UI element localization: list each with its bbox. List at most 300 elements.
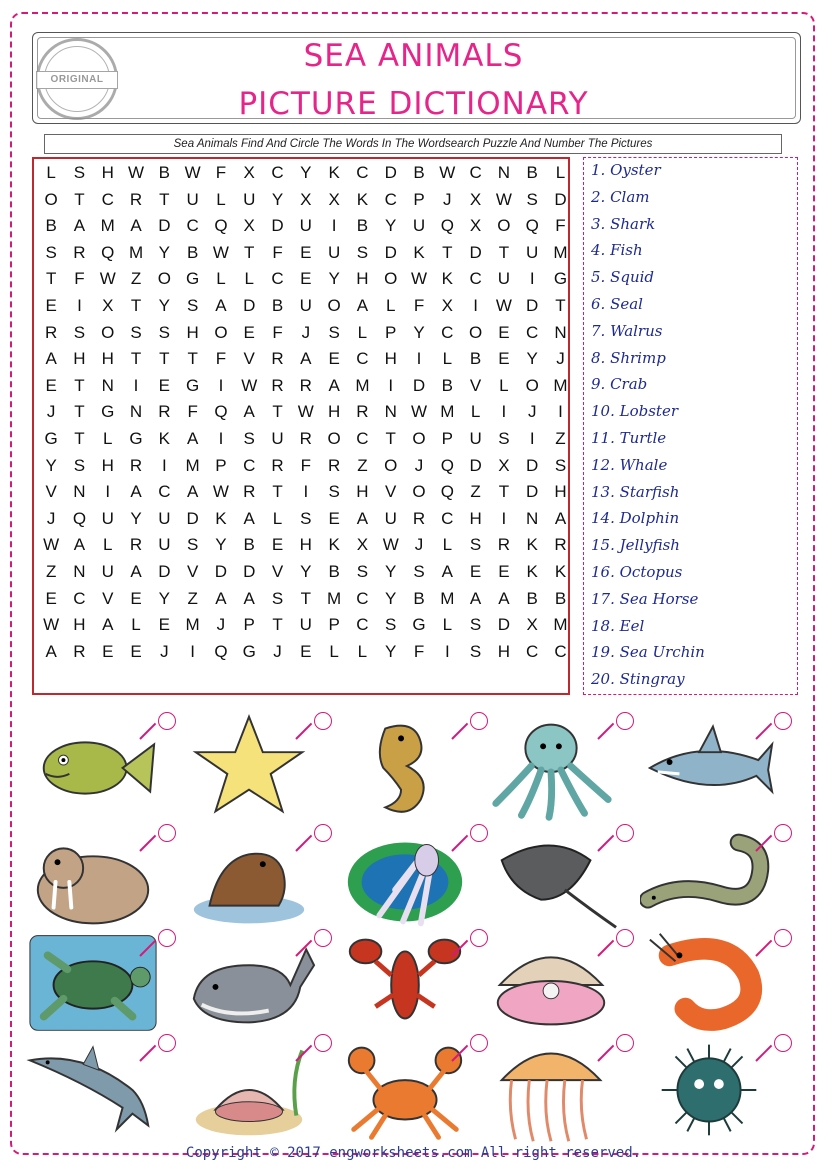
grid-cell[interactable]: O <box>525 375 539 395</box>
grid-cell[interactable]: A <box>45 641 57 661</box>
grid-cell[interactable]: L <box>442 349 453 369</box>
grid-cell[interactable]: V <box>102 588 114 608</box>
grid-cell[interactable]: U <box>327 242 341 262</box>
grid-cell[interactable]: L <box>103 535 113 555</box>
grid-cell[interactable]: H <box>384 349 397 369</box>
grid-cell[interactable]: T <box>130 349 142 369</box>
grid-cell[interactable]: K <box>328 535 340 555</box>
grid-cell[interactable]: I <box>190 641 195 661</box>
grid-cell[interactable]: J <box>414 455 424 475</box>
grid-cell[interactable]: A <box>243 402 255 422</box>
grid-cell[interactable]: L <box>555 163 566 182</box>
grid-cell[interactable]: S <box>73 455 86 475</box>
grid-cell[interactable]: G <box>44 428 58 448</box>
number-bubble[interactable] <box>774 824 792 842</box>
grid-cell[interactable]: L <box>357 641 368 661</box>
grid-cell[interactable]: S <box>186 295 199 315</box>
grid-cell[interactable]: L <box>131 615 141 635</box>
grid-cell[interactable]: S <box>385 615 397 635</box>
grid-cell[interactable]: I <box>388 375 394 395</box>
grid-cell[interactable]: D <box>469 455 482 475</box>
grid-cell[interactable]: U <box>101 561 114 581</box>
grid-cell[interactable]: I <box>444 641 450 661</box>
grid-cell[interactable]: U <box>384 508 397 528</box>
grid-cell[interactable]: E <box>45 588 57 608</box>
grid-cell[interactable]: E <box>45 295 57 315</box>
grid-cell[interactable]: I <box>558 402 563 422</box>
grid-cell[interactable]: O <box>101 322 115 342</box>
grid-cell[interactable]: O <box>327 295 341 315</box>
grid-cell[interactable]: C <box>186 216 199 236</box>
grid-cell[interactable]: T <box>45 269 57 289</box>
grid-cell[interactable]: G <box>553 269 568 289</box>
grid-cell[interactable]: K <box>554 561 567 581</box>
grid-cell[interactable]: U <box>526 242 539 262</box>
grid-cell[interactable]: P <box>243 615 255 635</box>
grid-cell[interactable]: E <box>158 615 170 635</box>
grid-cell[interactable]: X <box>469 189 482 209</box>
grid-cell[interactable]: H <box>356 482 369 502</box>
grid-cell[interactable]: J <box>273 641 282 661</box>
grid-cell[interactable]: T <box>159 349 170 369</box>
grid-cell[interactable]: Y <box>271 189 284 209</box>
grid-cell[interactable]: M <box>100 216 115 236</box>
grid-cell[interactable]: C <box>356 349 369 369</box>
grid-cell[interactable]: G <box>101 402 115 422</box>
grid-cell[interactable]: S <box>186 535 199 555</box>
grid-cell[interactable]: V <box>271 561 284 581</box>
grid-cell[interactable]: B <box>469 349 482 369</box>
grid-cell[interactable]: J <box>46 508 56 528</box>
grid-cell[interactable]: J <box>301 322 311 342</box>
grid-cell[interactable]: V <box>243 349 255 369</box>
grid-cell[interactable]: T <box>244 242 255 262</box>
grid-cell[interactable]: E <box>243 322 255 342</box>
grid-cell[interactable]: R <box>271 349 284 369</box>
grid-cell[interactable]: C <box>271 269 284 289</box>
grid-cell[interactable]: Z <box>130 269 142 289</box>
grid-cell[interactable]: S <box>469 615 482 635</box>
grid-cell[interactable]: S <box>271 588 284 608</box>
grid-cell[interactable]: M <box>327 588 342 608</box>
grid-cell[interactable]: A <box>469 588 482 608</box>
grid-cell[interactable]: D <box>497 615 511 635</box>
grid-cell[interactable]: B <box>413 163 425 182</box>
grid-cell[interactable]: A <box>73 535 86 555</box>
grid-cell[interactable]: S <box>73 322 86 342</box>
grid-cell[interactable]: Q <box>440 482 454 502</box>
grid-cell[interactable]: R <box>271 375 284 395</box>
grid-cell[interactable]: T <box>74 189 85 209</box>
grid-cell[interactable]: E <box>102 641 114 661</box>
grid-cell[interactable]: M <box>440 588 455 608</box>
grid-cell[interactable]: U <box>299 615 312 635</box>
grid-cell[interactable]: J <box>46 402 56 422</box>
grid-cell[interactable]: B <box>526 588 538 608</box>
grid-cell[interactable]: W <box>410 269 428 289</box>
grid-cell[interactable]: A <box>186 482 199 502</box>
grid-cell[interactable]: E <box>45 375 57 395</box>
grid-cell[interactable]: D <box>412 375 426 395</box>
grid-cell[interactable]: F <box>74 269 85 289</box>
grid-cell[interactable]: K <box>413 242 425 262</box>
grid-cell[interactable]: X <box>243 163 255 182</box>
grid-cell[interactable]: D <box>243 295 256 315</box>
grid-cell[interactable]: M <box>553 615 568 635</box>
grid-cell[interactable]: N <box>526 508 539 528</box>
grid-cell[interactable]: W <box>439 163 456 182</box>
grid-cell[interactable]: Y <box>385 216 397 236</box>
grid-cell[interactable]: A <box>441 561 453 581</box>
grid-cell[interactable]: W <box>241 375 258 395</box>
number-bubble[interactable] <box>616 712 634 730</box>
grid-cell[interactable]: F <box>413 641 425 661</box>
grid-cell[interactable]: L <box>357 322 368 342</box>
grid-cell[interactable]: W <box>297 402 314 422</box>
grid-cell[interactable]: P <box>215 455 227 475</box>
number-bubble[interactable] <box>314 712 332 730</box>
grid-cell[interactable]: I <box>77 295 82 315</box>
grid-cell[interactable]: C <box>526 641 539 661</box>
grid-cell[interactable]: R <box>271 455 284 475</box>
grid-cell[interactable]: C <box>356 163 369 182</box>
grid-cell[interactable]: L <box>385 295 396 315</box>
grid-cell[interactable]: A <box>356 508 369 528</box>
grid-cell[interactable]: W <box>495 295 512 315</box>
grid-cell[interactable]: W <box>382 535 399 555</box>
grid-cell[interactable]: O <box>157 269 171 289</box>
grid-cell[interactable]: A <box>130 216 142 236</box>
grid-cell[interactable]: C <box>356 615 369 635</box>
grid-cell[interactable]: K <box>526 561 538 581</box>
grid-cell[interactable]: Z <box>187 588 198 608</box>
grid-cell[interactable]: C <box>243 455 256 475</box>
grid-cell[interactable]: T <box>272 615 283 635</box>
grid-cell[interactable]: T <box>74 428 85 448</box>
grid-cell[interactable]: L <box>103 428 113 448</box>
grid-cell[interactable]: C <box>441 322 454 342</box>
grid-cell[interactable]: X <box>243 216 255 236</box>
grid-cell[interactable]: R <box>412 508 426 528</box>
grid-cell[interactable]: D <box>526 482 539 502</box>
grid-cell[interactable]: Q <box>214 402 228 422</box>
grid-cell[interactable]: R <box>243 482 256 502</box>
grid-cell[interactable]: X <box>498 455 510 475</box>
grid-cell[interactable]: T <box>272 482 283 502</box>
grid-cell[interactable]: V <box>45 482 57 502</box>
grid-cell[interactable]: A <box>186 428 199 448</box>
grid-cell[interactable]: T <box>74 402 85 422</box>
grid-cell[interactable]: J <box>556 349 565 369</box>
grid-cell[interactable]: G <box>186 375 200 395</box>
grid-cell[interactable]: T <box>130 295 142 315</box>
grid-cell[interactable]: T <box>187 349 198 369</box>
grid-cell[interactable]: C <box>469 163 482 182</box>
grid-cell[interactable]: W <box>212 242 229 262</box>
grid-cell[interactable]: D <box>384 163 397 182</box>
grid-cell[interactable]: Q <box>525 216 539 236</box>
grid-cell[interactable]: G <box>412 615 426 635</box>
grid-cell[interactable]: S <box>243 428 255 448</box>
number-bubble[interactable] <box>158 712 176 730</box>
grid-cell[interactable]: E <box>300 641 312 661</box>
number-bubble[interactable] <box>314 824 332 842</box>
number-bubble[interactable] <box>158 824 176 842</box>
grid-cell[interactable]: V <box>186 561 199 581</box>
grid-cell[interactable]: D <box>158 216 171 236</box>
grid-cell[interactable]: T <box>385 428 396 448</box>
grid-cell[interactable]: D <box>554 189 567 209</box>
grid-cell[interactable]: V <box>469 375 482 395</box>
grid-cell[interactable]: C <box>554 641 567 661</box>
grid-cell[interactable]: K <box>441 269 453 289</box>
grid-cell[interactable]: W <box>212 482 229 502</box>
number-bubble[interactable] <box>314 929 332 947</box>
grid-cell[interactable]: A <box>498 588 510 608</box>
grid-cell[interactable]: U <box>158 508 171 528</box>
grid-cell[interactable]: N <box>129 402 143 422</box>
grid-cell[interactable]: T <box>498 242 510 262</box>
grid-cell[interactable]: F <box>215 163 227 182</box>
grid-cell[interactable]: B <box>186 242 199 262</box>
grid-cell[interactable]: I <box>105 482 111 502</box>
grid-cell[interactable]: S <box>328 322 340 342</box>
grid-cell[interactable]: K <box>215 508 227 528</box>
grid-cell[interactable]: S <box>73 163 86 182</box>
grid-cell[interactable]: X <box>356 535 369 555</box>
grid-cell[interactable]: H <box>186 322 199 342</box>
grid-cell[interactable]: W <box>99 269 116 289</box>
grid-cell[interactable]: T <box>498 482 510 502</box>
grid-cell[interactable]: X <box>526 615 538 635</box>
grid-cell[interactable]: G <box>186 269 200 289</box>
grid-cell[interactable]: H <box>101 455 114 475</box>
grid-cell[interactable]: D <box>186 508 199 528</box>
number-bubble[interactable] <box>616 824 634 842</box>
grid-cell[interactable]: C <box>101 189 114 209</box>
grid-cell[interactable]: S <box>356 242 369 262</box>
grid-cell[interactable]: E <box>300 269 312 289</box>
grid-cell[interactable]: T <box>300 588 312 608</box>
grid-cell[interactable]: I <box>529 428 535 448</box>
grid-cell[interactable]: C <box>356 428 369 448</box>
grid-cell[interactable]: M <box>355 375 370 395</box>
grid-cell[interactable]: N <box>101 375 114 395</box>
grid-cell[interactable]: Z <box>555 428 566 448</box>
grid-cell[interactable]: C <box>356 588 369 608</box>
grid-cell[interactable]: E <box>300 242 312 262</box>
grid-cell[interactable]: Y <box>158 295 170 315</box>
grid-cell[interactable]: P <box>441 428 453 448</box>
grid-cell[interactable]: U <box>271 428 284 448</box>
grid-cell[interactable]: O <box>327 428 341 448</box>
grid-cell[interactable]: K <box>526 535 538 555</box>
grid-cell[interactable]: H <box>73 349 86 369</box>
grid-cell[interactable]: O <box>412 428 426 448</box>
grid-cell[interactable]: R <box>158 402 171 422</box>
grid-cell[interactable]: M <box>185 615 200 635</box>
grid-cell[interactable]: O <box>384 455 398 475</box>
grid-cell[interactable]: X <box>300 189 312 209</box>
grid-cell[interactable]: A <box>554 508 567 528</box>
number-bubble[interactable] <box>774 929 792 947</box>
grid-cell[interactable]: U <box>412 216 426 236</box>
grid-cell[interactable]: D <box>214 561 228 581</box>
grid-cell[interactable]: Y <box>215 535 227 555</box>
grid-cell[interactable]: S <box>328 482 340 502</box>
grid-cell[interactable]: H <box>469 508 482 528</box>
grid-cell[interactable]: F <box>215 349 227 369</box>
grid-cell[interactable]: R <box>129 535 143 555</box>
grid-cell[interactable]: R <box>129 189 143 209</box>
grid-cell[interactable]: H <box>327 402 341 422</box>
grid-cell[interactable]: X <box>328 189 340 209</box>
grid-cell[interactable]: C <box>384 189 397 209</box>
grid-cell[interactable]: A <box>243 508 255 528</box>
grid-cell[interactable]: M <box>128 242 144 262</box>
grid-cell[interactable]: J <box>414 535 424 555</box>
grid-cell[interactable]: W <box>495 189 512 209</box>
grid-cell[interactable]: W <box>128 163 145 182</box>
grid-cell[interactable]: H <box>497 641 511 661</box>
grid-cell[interactable]: B <box>413 588 425 608</box>
grid-cell[interactable]: Q <box>440 216 454 236</box>
grid-cell[interactable]: T <box>442 242 453 262</box>
grid-cell[interactable]: I <box>529 269 535 289</box>
grid-cell[interactable]: U <box>243 189 256 209</box>
grid-cell[interactable]: L <box>329 641 339 661</box>
grid-cell[interactable]: B <box>526 163 538 182</box>
grid-cell[interactable]: W <box>410 402 428 422</box>
grid-cell[interactable]: H <box>554 482 567 502</box>
grid-cell[interactable]: L <box>216 189 226 209</box>
grid-cell[interactable]: Q <box>214 641 228 661</box>
grid-cell[interactable]: Y <box>45 455 57 475</box>
grid-cell[interactable]: H <box>73 615 86 635</box>
grid-cell[interactable]: X <box>102 295 114 315</box>
grid-cell[interactable]: L <box>46 163 56 182</box>
grid-cell[interactable]: V <box>385 482 397 502</box>
grid-cell[interactable]: Z <box>357 455 368 475</box>
grid-cell[interactable]: Y <box>300 163 312 182</box>
grid-cell[interactable]: K <box>158 428 170 448</box>
grid-cell[interactable]: F <box>272 242 283 262</box>
grid-cell[interactable]: S <box>300 508 312 528</box>
grid-cell[interactable]: H <box>299 535 312 555</box>
grid-cell[interactable]: A <box>356 295 369 315</box>
grid-cell[interactable]: N <box>384 402 397 422</box>
grid-cell[interactable]: I <box>501 402 507 422</box>
grid-cell[interactable]: E <box>130 588 142 608</box>
grid-cell[interactable]: E <box>469 561 482 581</box>
grid-cell[interactable]: Y <box>385 561 397 581</box>
grid-cell[interactable]: A <box>73 216 86 236</box>
grid-cell[interactable]: L <box>442 615 453 635</box>
grid-cell[interactable]: E <box>158 375 170 395</box>
grid-cell[interactable]: U <box>299 216 312 236</box>
grid-cell[interactable]: P <box>328 615 340 635</box>
grid-cell[interactable]: J <box>527 402 537 422</box>
grid-cell[interactable]: F <box>300 455 312 475</box>
grid-cell[interactable]: L <box>442 535 453 555</box>
number-bubble[interactable] <box>616 929 634 947</box>
grid-cell[interactable]: Z <box>470 482 481 502</box>
grid-cell[interactable]: E <box>328 508 340 528</box>
grid-cell[interactable]: E <box>498 349 510 369</box>
grid-cell[interactable]: A <box>215 588 227 608</box>
grid-cell[interactable]: C <box>469 269 482 289</box>
grid-cell[interactable]: E <box>271 535 284 555</box>
grid-cell[interactable]: C <box>271 163 284 182</box>
grid-cell[interactable]: Q <box>214 216 228 236</box>
grid-cell[interactable]: D <box>526 295 539 315</box>
grid-cell[interactable]: J <box>160 641 169 661</box>
grid-cell[interactable]: R <box>554 535 567 555</box>
grid-cell[interactable]: M <box>553 242 568 262</box>
grid-cell[interactable]: S <box>526 189 538 209</box>
grid-cell[interactable]: B <box>45 216 57 236</box>
grid-cell[interactable]: Y <box>385 588 397 608</box>
grid-cell[interactable]: E <box>498 322 510 342</box>
grid-cell[interactable]: I <box>161 455 167 475</box>
grid-cell[interactable]: J <box>443 189 452 209</box>
grid-cell[interactable]: I <box>473 295 478 315</box>
grid-cell[interactable]: P <box>385 322 397 342</box>
grid-cell[interactable]: W <box>43 615 60 635</box>
grid-cell[interactable]: T <box>74 375 85 395</box>
grid-cell[interactable]: B <box>243 535 255 555</box>
grid-cell[interactable]: B <box>328 561 340 581</box>
grid-cell[interactable]: B <box>271 295 284 315</box>
grid-cell[interactable]: U <box>101 508 114 528</box>
grid-cell[interactable]: R <box>73 641 86 661</box>
grid-cell[interactable]: S <box>158 322 170 342</box>
grid-cell[interactable]: S <box>413 561 425 581</box>
grid-cell[interactable]: O <box>468 322 483 342</box>
grid-cell[interactable]: Y <box>130 508 142 528</box>
grid-cell[interactable]: D <box>469 242 482 262</box>
grid-cell[interactable]: U <box>158 535 171 555</box>
grid-cell[interactable]: P <box>413 189 425 209</box>
grid-cell[interactable]: S <box>469 535 482 555</box>
grid-cell[interactable]: O <box>44 189 58 209</box>
grid-cell[interactable]: O <box>384 269 398 289</box>
grid-cell[interactable]: S <box>554 455 567 475</box>
grid-cell[interactable]: Z <box>45 561 57 581</box>
grid-cell[interactable]: W <box>43 535 60 555</box>
grid-cell[interactable]: N <box>73 482 86 502</box>
grid-cell[interactable]: L <box>499 375 509 395</box>
grid-cell[interactable]: Y <box>300 561 312 581</box>
grid-cell[interactable]: I <box>501 508 507 528</box>
grid-cell[interactable]: K <box>328 163 340 182</box>
number-bubble[interactable] <box>616 1034 634 1052</box>
grid-cell[interactable]: D <box>158 561 171 581</box>
grid-cell[interactable]: A <box>300 349 312 369</box>
grid-cell[interactable]: R <box>129 455 143 475</box>
grid-cell[interactable]: N <box>554 322 567 342</box>
grid-cell[interactable]: A <box>328 375 340 395</box>
grid-cell[interactable]: F <box>555 216 566 236</box>
grid-cell[interactable]: R <box>497 535 511 555</box>
grid-cell[interactable]: Y <box>158 242 170 262</box>
grid-cell[interactable]: N <box>497 163 511 182</box>
grid-cell[interactable]: Y <box>385 641 397 661</box>
grid-cell[interactable]: D <box>384 242 397 262</box>
grid-cell[interactable]: A <box>102 615 114 635</box>
grid-cell[interactable]: N <box>73 561 86 581</box>
grid-cell[interactable]: I <box>218 428 224 448</box>
